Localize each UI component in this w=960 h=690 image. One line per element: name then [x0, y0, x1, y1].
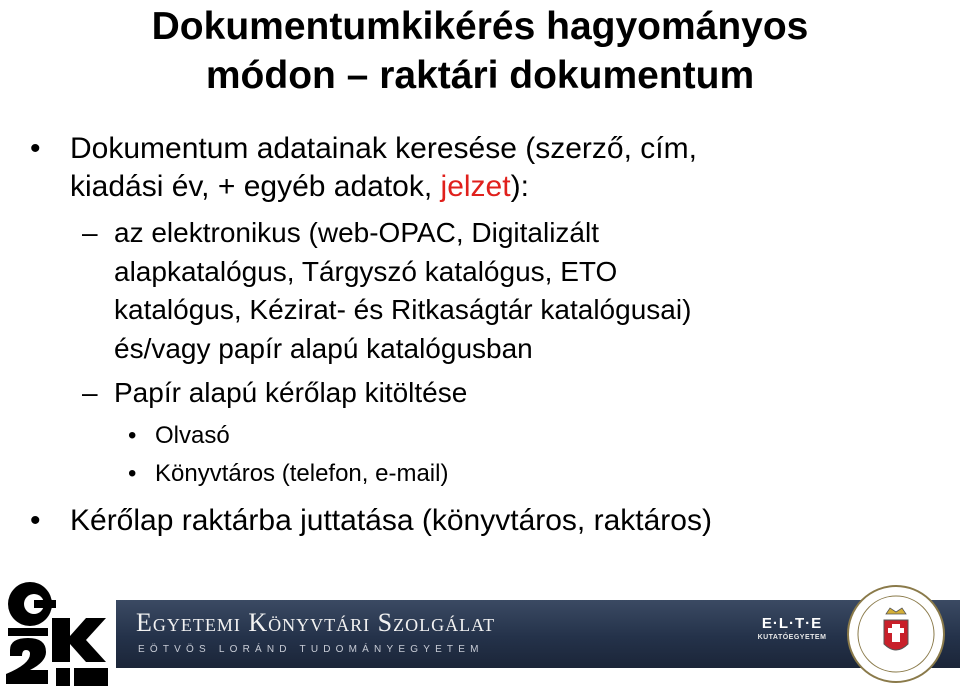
dash-marker: – — [82, 217, 98, 248]
bullet-text — [70, 130, 930, 206]
bullet-marker: • — [128, 422, 137, 449]
bullet-text: Kérőlap raktárba juttatása (könyvtáros, raktáros) — [70, 504, 712, 537]
bullet-line-2-prefix: kiadási év, + egyéb adatok, — [70, 170, 441, 203]
bullet-marker: • — [128, 460, 137, 487]
sub-sub-bullet-text: Könyvtáros (telefon, e-mail) — [155, 460, 449, 487]
sub-bullet-line-1: az elektronikus (web-OPAC, Digitalizált — [114, 217, 599, 248]
bullet-line-2-suffix: ): — [510, 170, 529, 203]
sub-sub-bullet-text: Olvasó — [155, 422, 230, 449]
bullet-line-1: Dokumentum adatainak keresése (szerző, cím, — [70, 132, 697, 165]
bullet-marker: • — [30, 132, 41, 165]
elte-logo-subtitle: KUTATÓEGYETEM — [757, 634, 827, 641]
jelzet-highlight: jelzet — [440, 170, 511, 203]
ek21-logo-icon — [0, 578, 108, 688]
elte-logo-word: E·L·T·E — [761, 615, 823, 632]
title-line-1: Dokumentumkikérés hagyományos — [151, 5, 809, 48]
elte-logo — [744, 606, 840, 662]
library-banner — [116, 600, 960, 668]
bullet-marker: • — [30, 504, 41, 537]
title-line-2: módon – raktári dokumentum — [205, 54, 755, 97]
slide-title — [0, 2, 960, 100]
banner-title: Egyetemi Könyvtári Szolgálat — [136, 608, 496, 637]
sub-bullet-line-3: katalógus, Kézirat- és Ritkaságtár katalógusai) — [114, 294, 692, 325]
slide-footer — [0, 578, 960, 690]
banner-subtitle: EÖTVÖS LORÁND TUDOMÁNYEGYETEM — [138, 644, 484, 655]
dash-marker: – — [82, 377, 98, 408]
sub-bullet-text: Papír alapú kérőlap kitöltése — [114, 377, 468, 408]
sub-bullet-line-2: alapkatalógus, Tárgyszó katalógus, ETO — [114, 255, 618, 287]
university-seal-icon — [846, 584, 946, 684]
sub-bullet-text — [114, 214, 934, 368]
sub-bullet-line-4: és/vagy papír alapú katalógusban — [114, 332, 533, 364]
